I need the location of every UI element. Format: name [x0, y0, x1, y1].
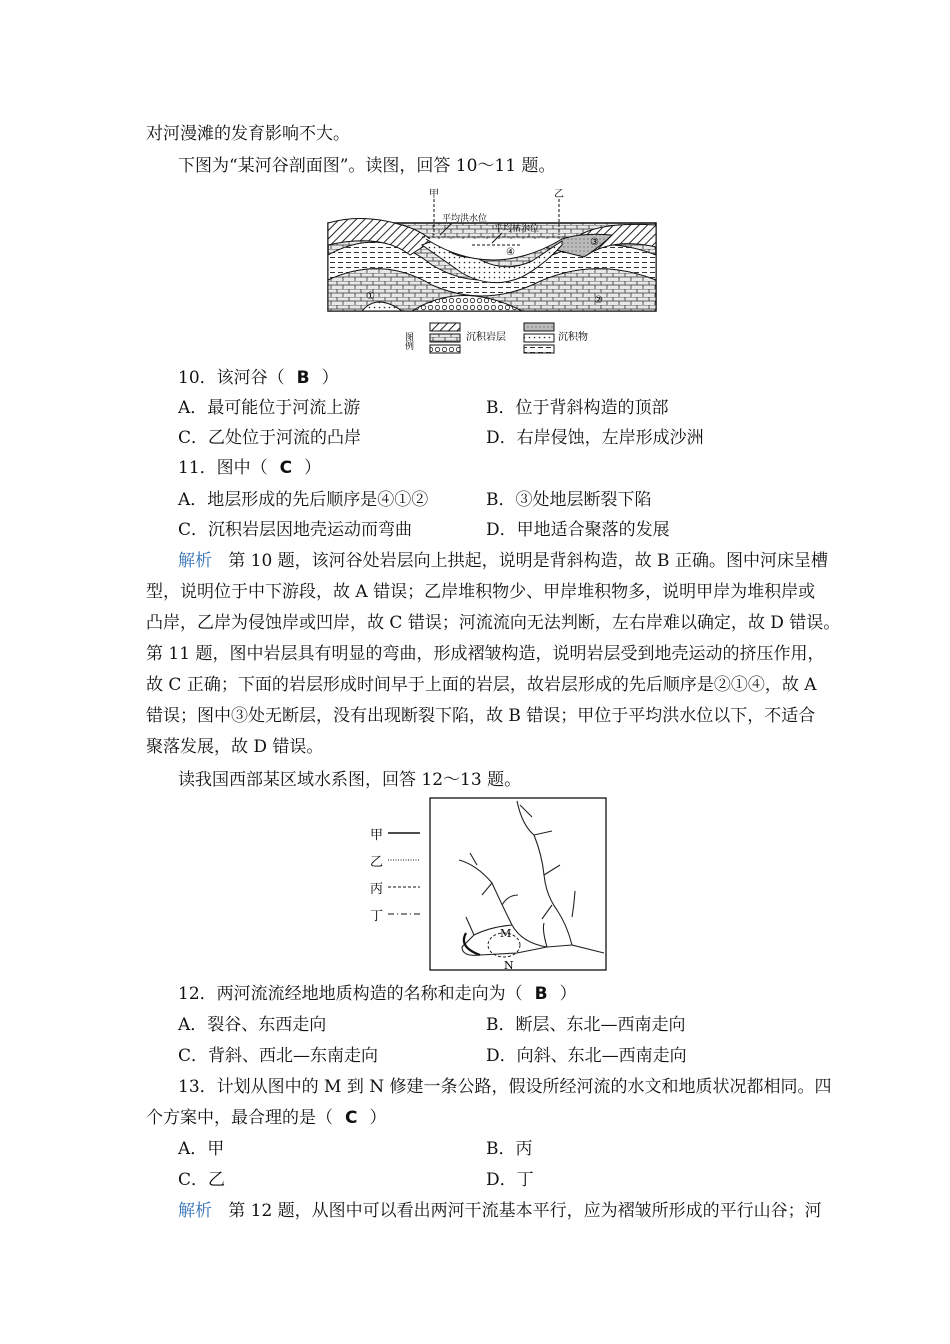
explanation-text: 第 12 题，从图中可以看出两河干流基本平行，应为褶皱所形成的平行山谷；河 — [228, 1201, 822, 1221]
option-d: D．向斜、东北—西南走向 — [486, 1046, 687, 1066]
explanation-line: 聚落发展，故 D 错误。 — [146, 737, 324, 757]
text-line: 下图为“某河谷剖面图”。读图，回答 10～11 题。 — [178, 156, 556, 176]
question-11 — [178, 456, 321, 480]
question-stem-end: ） — [559, 984, 577, 1004]
legend-jia: 甲 — [370, 828, 384, 843]
option-a: A．甲 — [178, 1139, 225, 1159]
explanation-line: 错误；图中③处无断层，没有出现断裂下陷，故 B 错误；甲位于平均洪水位以下，不适合 — [146, 706, 816, 726]
answer: B — [534, 984, 548, 1004]
question-stem: 11．图中（ — [178, 458, 268, 478]
legend-title: 图例 — [403, 332, 413, 350]
label-1: ① — [366, 291, 375, 302]
option-a: A．裂谷、东西走向 — [178, 1015, 327, 1035]
drainage-map-figure — [362, 795, 612, 973]
label-jia: 甲 — [429, 189, 439, 200]
label-2: ② — [594, 295, 603, 306]
explanation-line: 凸岸，乙岸为侵蚀岸或凹岸，故 C 错误；河流流向无法判断，左右岸难以确定，故 D 错误。 — [146, 613, 841, 633]
explanation-line — [178, 1199, 822, 1223]
question-stem-end: ） — [321, 368, 339, 388]
answer: C — [345, 1108, 358, 1128]
explanation-text: 第 10 题，该河谷处岩层向上拱起，说明是背斜构造，故 B 正确。图中河床呈槽 — [228, 551, 828, 571]
text-line: 读我国西部某区域水系图，回答 12～13 题。 — [178, 770, 522, 790]
question-10 — [178, 366, 339, 390]
question-stem-end: ） — [304, 458, 322, 478]
legend-yi: 乙 — [370, 855, 384, 870]
explanation-line — [178, 549, 828, 573]
legend-bing: 丙 — [370, 882, 384, 897]
option-c: C．乙处位于河流的凸岸 — [178, 428, 362, 448]
question-stem: 10．该河谷（ — [178, 368, 285, 388]
option-c: C．背斜、西北—东南走向 — [178, 1046, 379, 1066]
answer: C — [279, 458, 293, 478]
question-13-cont — [146, 1106, 386, 1130]
option-b: B．丙 — [486, 1139, 533, 1159]
question-stem-end: ） — [369, 1108, 387, 1128]
text-line: 对河漫滩的发育影响不大。 — [146, 124, 350, 144]
question-13: 13．计划从图中的 M 到 N 修建一条公路，假设所经河流的水文和地质状况都相同。四 — [178, 1077, 832, 1097]
explanation-line: 型，说明位于中下游段，故 A 错误；乙岸堆积物少、甲岸堆积物多，说明甲岸为堆积岸或 — [146, 582, 816, 602]
option-b: B．位于背斜构造的顶部 — [486, 398, 669, 418]
option-d: D．右岸侵蚀，左岸形成沙洲 — [486, 428, 704, 448]
label-4: ④ — [506, 247, 515, 258]
point-n: N — [504, 959, 514, 972]
question-stem: 12．两河流流经地地质构造的名称和走向为（ — [178, 984, 523, 1004]
label-3: ③ — [590, 237, 599, 248]
option-d: D．甲地适合聚落的发展 — [486, 520, 670, 540]
legend-sedimentary-rock: 沉积岩层 — [466, 332, 506, 343]
answer: B — [296, 368, 310, 388]
legend-sediment: 沉积物 — [558, 332, 588, 343]
option-d: D．丁 — [486, 1170, 534, 1190]
point-m: M — [500, 927, 512, 940]
valley-profile-figure — [322, 185, 662, 355]
legend-ding: 丁 — [370, 909, 384, 924]
explanation-label: 解析 — [178, 1201, 212, 1221]
option-a: A．最可能位于河流上游 — [178, 398, 361, 418]
question-12 — [178, 982, 577, 1006]
option-c: C．沉积岩层因地壳运动而弯曲 — [178, 520, 413, 540]
label-flood-level: 平均洪水位 — [442, 214, 488, 224]
label-yi: 乙 — [554, 189, 564, 200]
option-b: B．③处地层断裂下陷 — [486, 490, 652, 510]
explanation-line: 第 11 题，图中岩层具有明显的弯曲，形成褶皱构造，说明岩层受到地壳运动的挤压作用， — [146, 644, 825, 664]
explanation-line: 故 C 正确；下面的岩层形成时间早于上面的岩层，故岩层形成的先后顺序是②①④，故 A — [146, 675, 817, 695]
explanation-label: 解析 — [178, 551, 212, 571]
label-dry-level: 平均枯水位 — [494, 224, 540, 234]
option-c: C．乙 — [178, 1170, 226, 1190]
question-stem: 个方案中，最合理的是（ — [146, 1108, 333, 1128]
option-a: A．地层形成的先后顺序是④①② — [178, 490, 429, 510]
option-b: B．断层、东北—西南走向 — [486, 1015, 686, 1035]
